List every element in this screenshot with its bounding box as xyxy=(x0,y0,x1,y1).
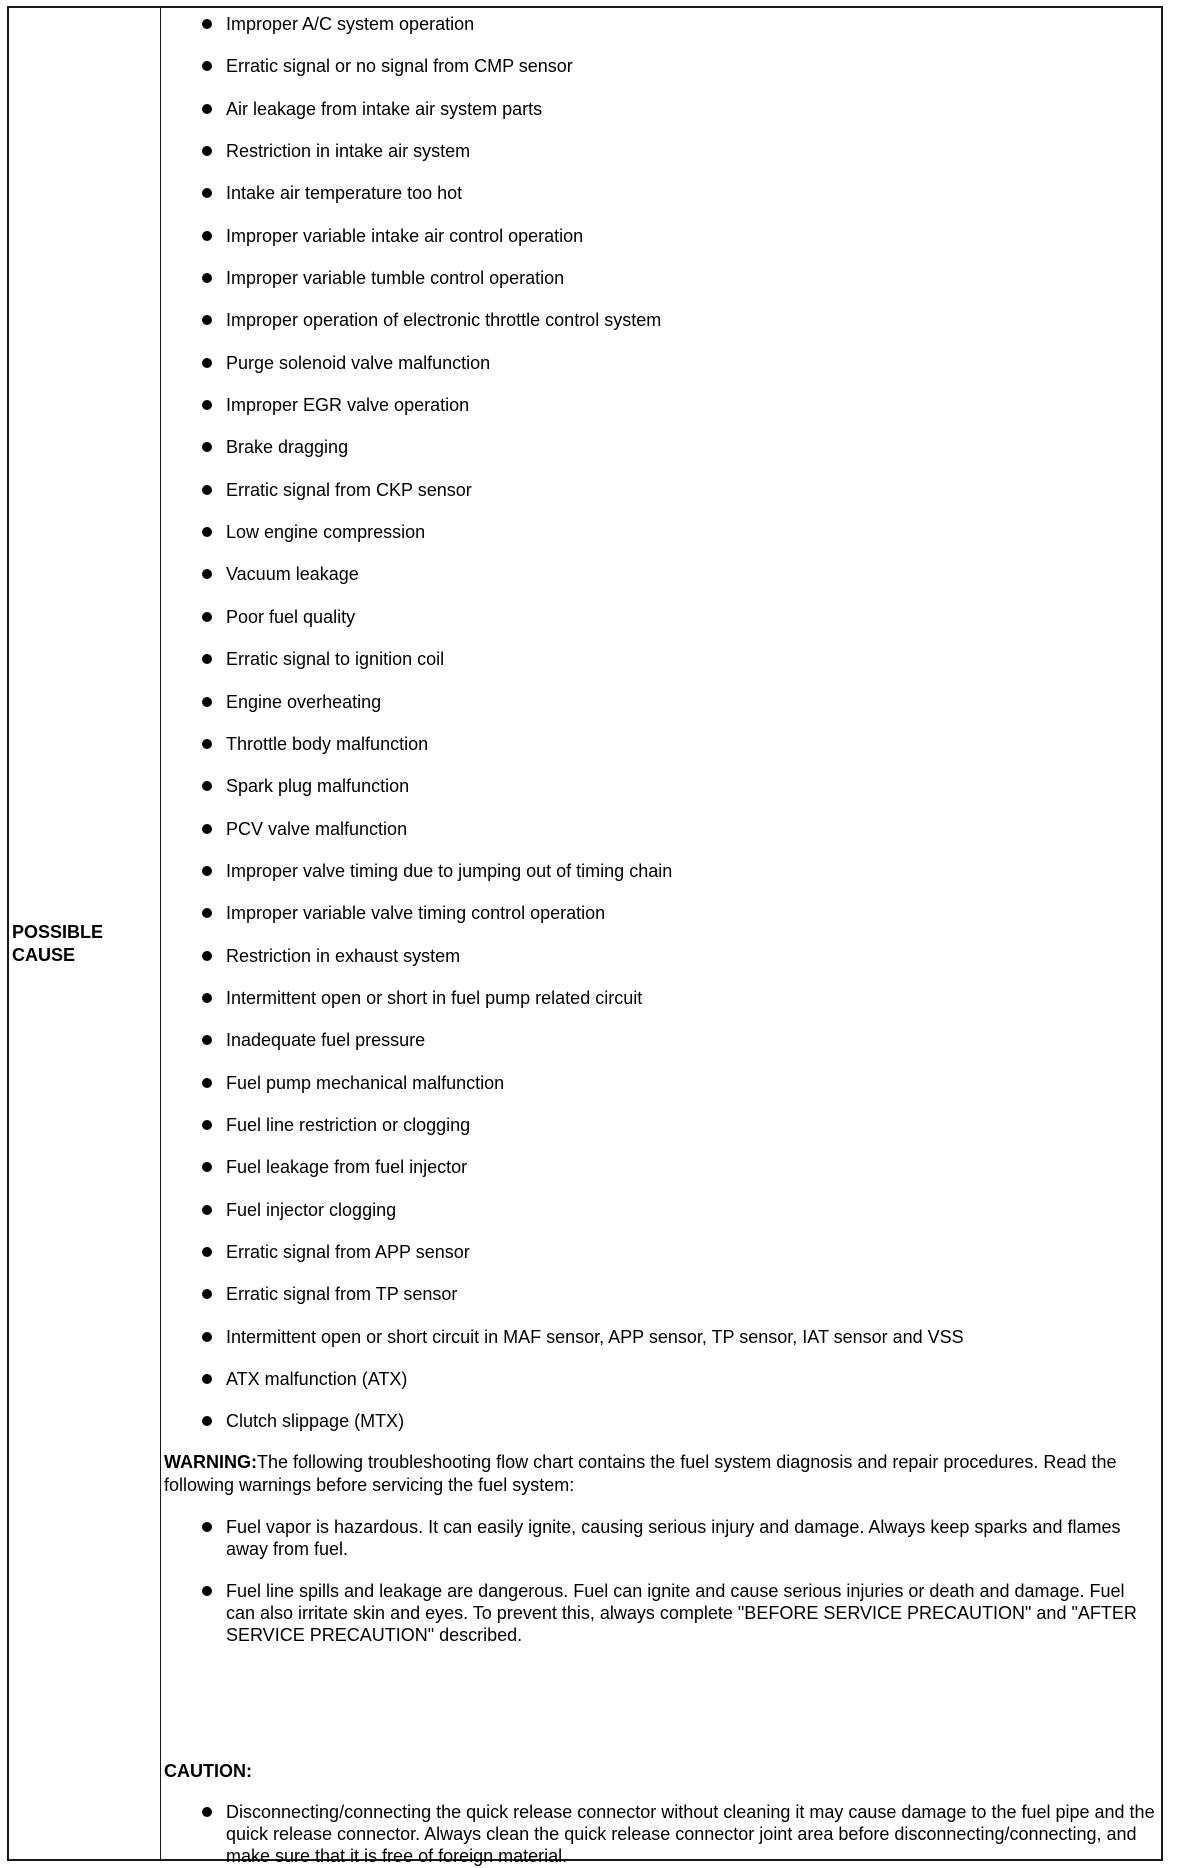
cause-text: Improper variable valve timing control operation xyxy=(226,903,606,924)
cause-text: Engine overheating xyxy=(226,691,382,712)
possible-cause-label: POSSIBLE CAUSE xyxy=(12,922,104,965)
bullet-icon xyxy=(202,61,212,71)
cause-text: Erratic signal from CKP sensor xyxy=(226,479,472,500)
bullet-icon xyxy=(202,1332,212,1342)
cause-text: Erratic signal from TP sensor xyxy=(226,1284,458,1305)
cause-text: Improper operation of electronic throttle control system xyxy=(226,310,662,331)
bullet-icon xyxy=(202,1522,212,1532)
cause-item xyxy=(162,521,1161,563)
cause-item xyxy=(162,775,1161,817)
bullet-icon xyxy=(202,866,212,876)
cause-item xyxy=(162,691,1161,733)
bullet-icon xyxy=(202,19,212,29)
cause-text: Inadequate fuel pressure xyxy=(226,1030,426,1051)
bullet-icon xyxy=(202,1586,212,1596)
bullet-icon xyxy=(202,654,212,664)
possible-cause-table xyxy=(7,6,1163,1866)
cause-item xyxy=(162,606,1161,648)
cause-item xyxy=(162,182,1161,224)
cause-item xyxy=(162,436,1161,478)
warning-heading: WARNING: xyxy=(164,1452,257,1472)
warning-text: The following troubleshooting flow chart contains the fuel system diagnosis and repair procedures. Read the following warnings before servicing the fuel system: xyxy=(164,1452,1117,1495)
bullet-icon xyxy=(202,442,212,452)
cause-text: Improper variable intake air control operation xyxy=(226,225,584,246)
cause-text: Poor fuel quality xyxy=(226,606,356,627)
warning-item-text: Fuel vapor is hazardous. It can easily ignite, causing serious injury and damage. Always keep sparks and flames away from fuel. xyxy=(226,1517,1121,1559)
cause-item xyxy=(162,1241,1161,1283)
bullet-icon xyxy=(202,1078,212,1088)
bullet-icon xyxy=(202,993,212,1003)
bullet-icon xyxy=(202,1289,212,1299)
cause-text: Air leakage from intake air system parts xyxy=(226,98,543,119)
bullet-icon xyxy=(202,569,212,579)
caution-item-text: Disconnecting/connecting the quick release connector without cleaning it may cause damage to the fuel pipe and the quick release connector. Always clean the quick release connector joint area before disconnecting/connecting, and make sure that it is free of foreign material. xyxy=(226,1802,1155,1866)
cause-item xyxy=(162,267,1161,309)
cause-item xyxy=(162,55,1161,97)
cause-text: Fuel injector clogging xyxy=(226,1199,397,1220)
cause-item xyxy=(162,479,1161,521)
warning-item xyxy=(162,1516,1157,1560)
bullet-icon xyxy=(202,1120,212,1130)
cause-text: Intake air temperature too hot xyxy=(226,183,463,204)
cause-item xyxy=(162,1199,1161,1241)
cause-text: Fuel leakage from fuel injector xyxy=(226,1157,468,1178)
cause-text: Clutch slippage (MTX) xyxy=(226,1411,405,1432)
warning-item xyxy=(162,1580,1157,1646)
cause-item xyxy=(162,1368,1161,1410)
cause-text: Spark plug malfunction xyxy=(226,776,410,797)
warning-block xyxy=(164,1451,1157,1497)
cause-item xyxy=(162,818,1161,860)
cause-text: Fuel pump mechanical malfunction xyxy=(226,1072,505,1093)
caution-item xyxy=(162,1801,1157,1867)
cause-item xyxy=(162,1410,1161,1452)
cause-text: Fuel line restriction or clogging xyxy=(226,1114,471,1135)
bullet-icon xyxy=(202,1162,212,1172)
cause-text: Intermittent open or short in fuel pump related circuit xyxy=(226,987,643,1008)
bullet-icon xyxy=(202,1205,212,1215)
cause-text: ATX malfunction (ATX) xyxy=(226,1369,408,1389)
cause-item xyxy=(162,98,1161,140)
warning-item-text: Fuel line spills and leakage are dangerous. Fuel can ignite and cause serious injuries or death and damage. Fuel can also irritate skin and eyes. To prevent this, always complete "BEFORE SERVICE PRECAUTION" and "AFTER SERVICE PRECAUTION" described. xyxy=(226,1581,1137,1645)
cause-list xyxy=(162,13,1161,1453)
caution-heading: CAUTION: xyxy=(164,1761,252,1781)
cause-text: Improper EGR valve operation xyxy=(226,395,470,416)
cause-text: Restriction in intake air system xyxy=(226,141,471,162)
cause-text: Throttle body malfunction xyxy=(226,733,429,754)
bullet-icon xyxy=(202,739,212,749)
cause-item xyxy=(162,563,1161,605)
cause-item xyxy=(162,352,1161,394)
bullet-icon xyxy=(202,273,212,283)
cause-item xyxy=(162,394,1161,436)
bullet-icon xyxy=(202,781,212,791)
bullet-icon xyxy=(202,400,212,410)
cause-item xyxy=(162,1156,1161,1198)
cause-item xyxy=(162,648,1161,690)
cause-item xyxy=(162,225,1161,267)
bullet-icon xyxy=(202,951,212,961)
cause-item xyxy=(162,1114,1161,1156)
cause-text: Erratic signal to ignition coil xyxy=(226,649,445,670)
bullet-icon xyxy=(202,358,212,368)
cause-item xyxy=(162,1072,1161,1114)
bullet-icon xyxy=(202,315,212,325)
cause-text: Restriction in exhaust system xyxy=(226,945,461,966)
bullet-icon xyxy=(202,612,212,622)
cause-text: Erratic signal from APP sensor xyxy=(226,1241,470,1262)
bullet-icon xyxy=(202,1374,212,1384)
cause-item xyxy=(162,733,1161,775)
cause-text: Improper A/C system operation xyxy=(226,14,475,34)
cause-item xyxy=(162,140,1161,182)
cause-text: Vacuum leakage xyxy=(226,564,359,585)
label-cell xyxy=(9,8,161,1859)
cause-item xyxy=(162,309,1161,351)
cause-item xyxy=(162,987,1161,1029)
cause-text: Improper variable tumble control operation xyxy=(226,268,565,289)
bullet-icon xyxy=(202,1416,212,1426)
cause-text: Low engine compression xyxy=(226,522,426,543)
cause-item xyxy=(162,902,1161,944)
bullet-icon xyxy=(202,1807,212,1817)
bullet-icon xyxy=(202,485,212,495)
bullet-icon xyxy=(202,824,212,834)
cause-text: PCV valve malfunction xyxy=(226,818,408,839)
caution-list xyxy=(162,1801,1157,1867)
cause-item xyxy=(162,1326,1161,1368)
cause-item xyxy=(162,13,1161,55)
bullet-icon xyxy=(202,104,212,114)
cause-text: Purge solenoid valve malfunction xyxy=(226,352,491,373)
bullet-icon xyxy=(202,527,212,537)
bullet-icon xyxy=(202,697,212,707)
cause-item xyxy=(162,1029,1161,1071)
bullet-icon xyxy=(202,231,212,241)
cause-item xyxy=(162,1283,1161,1325)
content-cell xyxy=(162,8,1161,1866)
bullet-icon xyxy=(202,1247,212,1257)
bullet-icon xyxy=(202,146,212,156)
cause-text: Brake dragging xyxy=(226,437,349,458)
cause-text: Erratic signal or no signal from CMP sensor xyxy=(226,56,573,77)
bullet-icon xyxy=(202,908,212,918)
warning-list xyxy=(162,1516,1157,1666)
bullet-icon xyxy=(202,188,212,198)
cause-text: Improper valve timing due to jumping out of timing chain xyxy=(226,860,673,881)
cause-item xyxy=(162,860,1161,902)
cause-item xyxy=(162,945,1161,987)
bullet-icon xyxy=(202,1035,212,1045)
cause-text: Intermittent open or short circuit in MAF sensor, APP sensor, TP sensor, IAT sensor and VSS xyxy=(226,1326,964,1347)
